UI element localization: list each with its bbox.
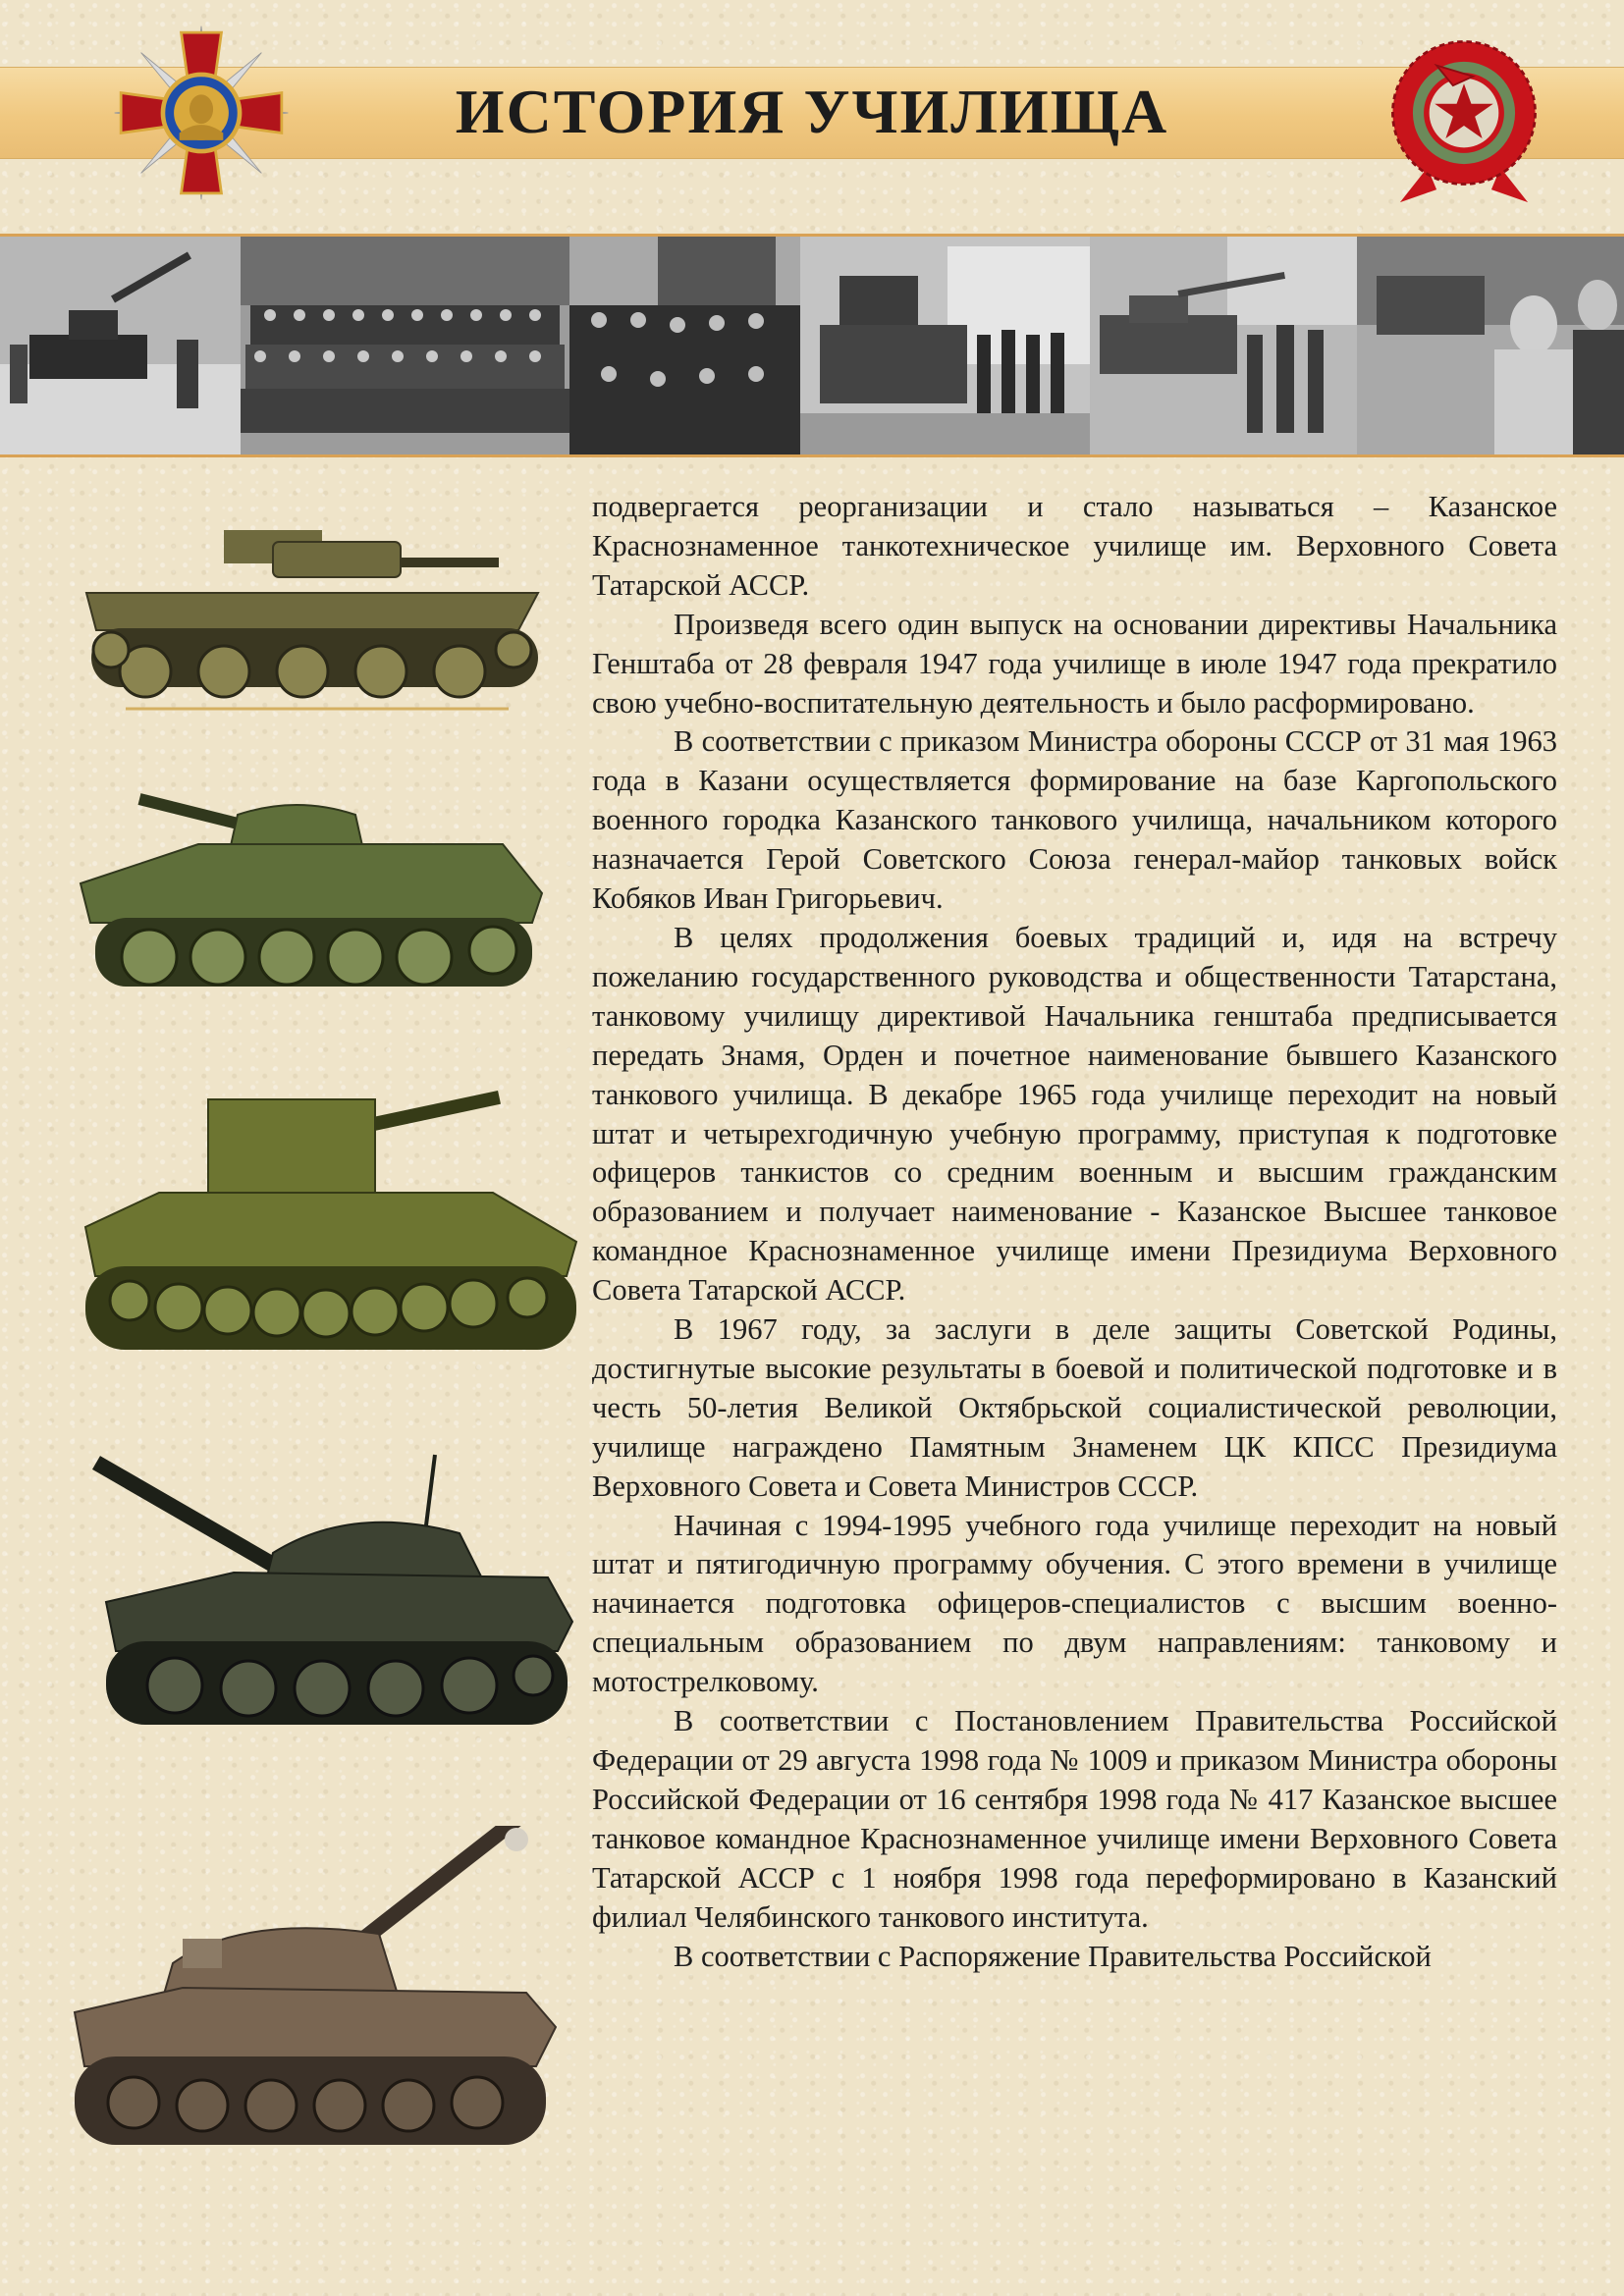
archive-photo-tank-in-snow-icon	[0, 237, 241, 454]
paragraph: В целях продолжения боевых традиций и, идя на встречу пожеланию государственного руководства и общественности Татарстана, танковому училищу директивой Начальника генштаба предписывается передать Знамя, Орден и почетное наименование бывшего Казанского танкового училища. В декабре 1965 года училище переходит на новый штат и четырехгодичную учебную программу, приступая к подготовке офицеров танкистов со средним военным и высшим гражданским образованием и получает наименование - Казанское Высшее танковое командное Краснознаменное училище имени Президиума Верховного Совета Татарской АССР.	[592, 920, 1557, 1308]
kv-2-tank-icon	[81, 1080, 583, 1364]
archive-photo-tank-with-officers-icon	[1090, 237, 1357, 454]
paragraph: В 1967 году, за заслуги в деле защиты Советской Родины, достигнутые высокие результаты в боевой и политической подготовке и в честь 50-летия Великой Октябрьской социалистической революции, училище награждено Памятным Знаменем ЦК КПСС Президиума Верховного Совета и Совета Министров СССР.	[592, 1312, 1557, 1503]
t-55-tank-icon	[86, 1425, 575, 1759]
archive-photo-officers-portrait-icon	[1357, 237, 1624, 454]
order-of-red-banner-icon	[1373, 22, 1555, 204]
paragraph: В соответствии с Распоряжение Правительства Российской	[674, 1939, 1432, 1973]
paragraph: В соответствии с Постановлением Правительства Российской Федерации от 29 августа 1998 года № 1009 и приказом Министра обороны Российской Федерации от 16 сентября 1998 года № 417 Казанское высшее танковое командное Краснознаменное училище имени Верховного Совета Татарской АССР с 1 ноября 1998 года переформировано в Казанский филиал Челябинского танкового института.	[592, 1704, 1557, 1934]
t-34-tank-icon	[71, 775, 552, 1011]
paragraph: Начиная с 1994-1995 учебного года училище переходит на новый штат и пятигодичную программу обучения. С этого времени в училище начинается подготовка офицеров-специалистов с высшим военно-специальным образованием по двум направлениям: танковому и мотострелковому.	[592, 1508, 1557, 1699]
archive-photo-tank-near-building-icon	[800, 237, 1090, 454]
archive-photo-strip	[0, 234, 1624, 457]
archive-photo-group-of-cadets-icon	[241, 237, 569, 454]
t-80-tank-icon	[65, 1826, 562, 2169]
paragraph: Произведя всего один выпуск на основании директивы Начальника Генштаба от 28 февраля 1947 года училище в июле 1947 года прекратило свою учебно-воспитательную деятельность и было расформировано.	[592, 607, 1557, 720]
page-title: ИСТОРИЯ УЧИЛИЩА	[455, 77, 1169, 146]
history-text	[592, 488, 1557, 1976]
paragraph: В соответствии с приказом Министра обороны СССР от 31 мая 1963 года в Казани осуществляется формирование на базе Каргопольского военного городка Казанского танкового училища, начальником которого назначается Герой Советского Союза генерал-майор танковых войск Кобяков Иван Григорьевич.	[592, 724, 1557, 916]
bt-7-tank-icon	[77, 503, 552, 721]
order-of-zhukov-medal-icon	[110, 22, 293, 204]
archive-photo-cadets-with-tank-icon	[569, 237, 800, 454]
paragraph: подвергается реорганизации и стало называться – Казанское Краснознаменное танкотехническое училище им. Верховного Совета Татарской АССР.	[592, 490, 1557, 602]
